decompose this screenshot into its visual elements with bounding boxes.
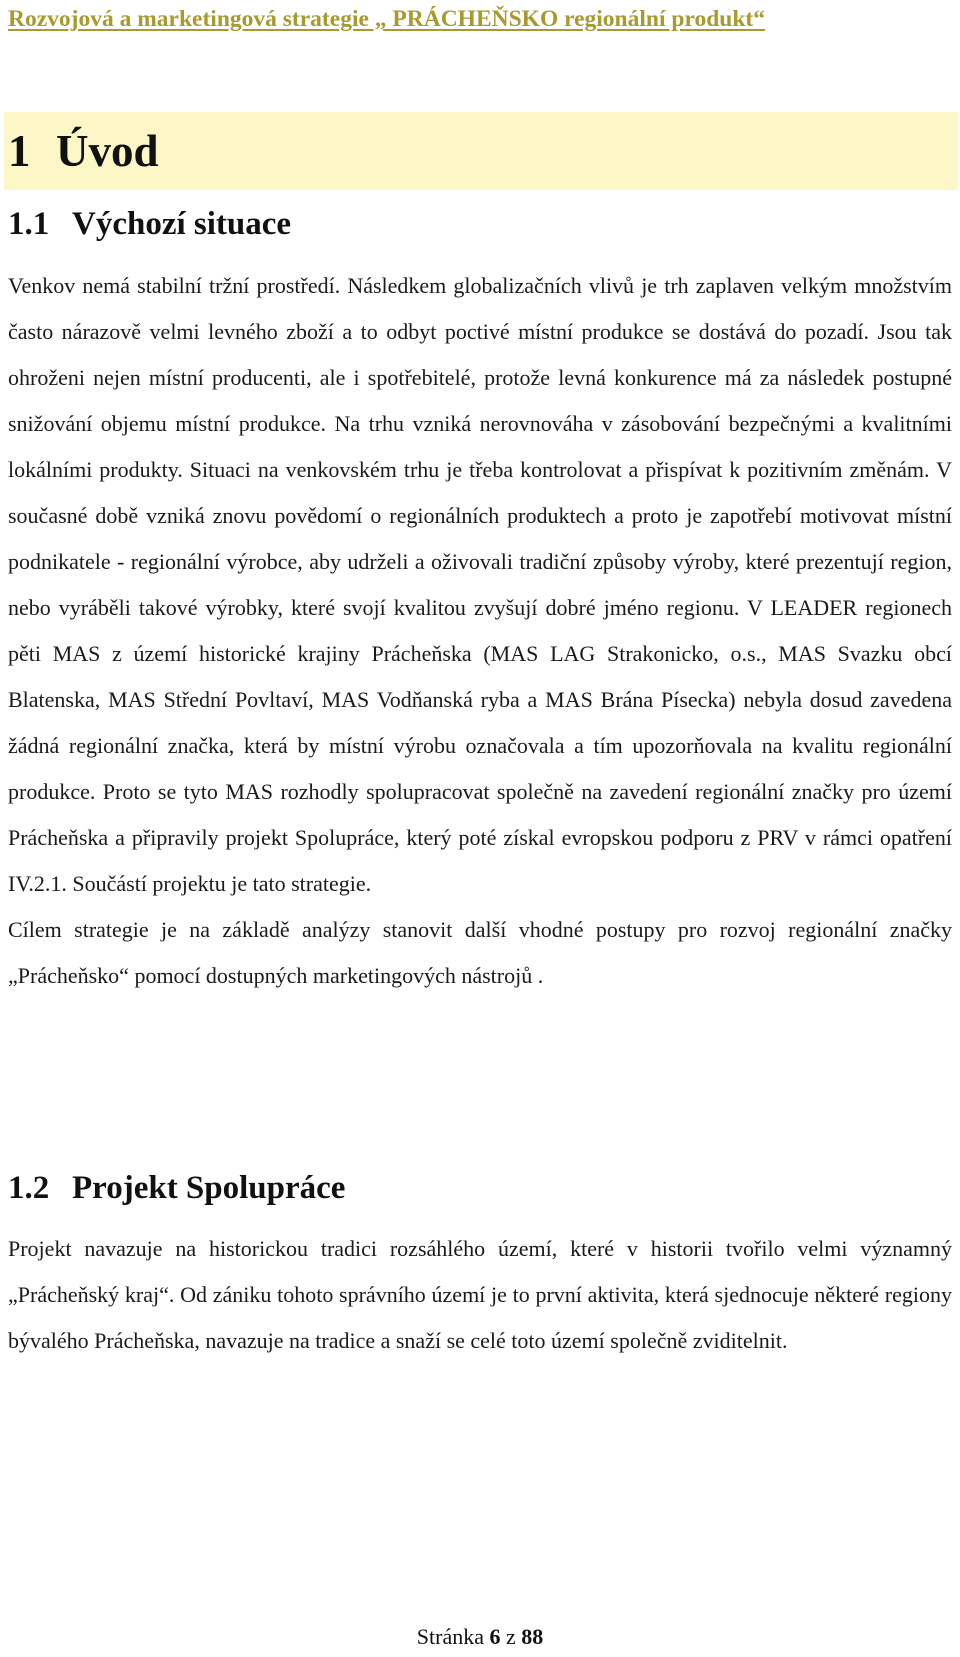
body-paragraph: Venkov nemá stabilní tržní prostředí. Následkem globalizačních vlivů je trh zaplaven velkým množstvím často nárazově velmi levného zboží a to odbyt poctivé místní produkce se dostává do pozadí. Jsou tak ohroženi nejen místní producenti, ale i spotřebitelé, protože levná konkurence má za následek postupné snižování objemu místní produkce. Na trhu vzniká nerovnováha v zásobování bezpečnými a kvalitními lokálními produkty. Situaci na venkovském trhu je třeba kontrolovat a přispívat k pozitivním změnám. V současné době vzniká znovu povědomí o regionálních produktech a proto je zapotřebí motivovat místní podnikatele - regionální výrobce, aby udrželi a oživovali tradiční způsoby výroby, které prezentují region, nebo vyráběli takové výrobky, které svojí kvalitou zvyšují dobré jméno regionu. V LEADER regionech pěti MAS z území historické krajiny Prácheňska (MAS LAG Strakonicko, o.s., MAS Svazku obcí Blatenska, MAS Střední Povltaví, MAS Vodňanská ryba a MAS Brána Písecka) nebyla dosud zavedena žádná regionální značka, která by místní výrobu označovala a tím upozorňovala na kvalitu regionální produkce. Proto se tyto MAS rozhodly spolupracovat společně na zavedení regionální značky pro území Prácheňska a připravily projekt Spolupráce, který poté získal evropskou podporu z PRV v rámci opatření IV.2.1. Součástí projektu je tato strategie. — [8, 273, 952, 896]
body-paragraph: Projekt navazuje na historickou tradici rozsáhlého území, které v historii tvořilo velmi významný „Prácheňský kraj“. Od zániku tohoto správního území je to první aktivita, která sjednocuje některé regiony bývalého Prácheňska, navazuje na tradice a snaží se celé toto území společně zviditelnit. — [8, 1236, 952, 1353]
section-number: 1.2 — [8, 1170, 50, 1206]
section-heading-1-2 — [8, 1168, 345, 1208]
section-body-1-2 — [8, 1226, 952, 1364]
page-number: 6 — [489, 1624, 501, 1649]
running-header: Rozvojová a marketingová strategie „ PRÁCHEŇSKO regionální produkt“ — [8, 6, 765, 32]
page-total: 88 — [521, 1624, 544, 1649]
section-body-1-1 — [8, 263, 952, 999]
page-of-label: z — [505, 1624, 516, 1649]
page-label: Stránka — [416, 1624, 484, 1649]
page-footer — [0, 1622, 960, 1652]
section-heading-1-1 — [8, 204, 291, 244]
chapter-heading — [8, 112, 159, 190]
chapter-title: Úvod — [56, 126, 159, 176]
section-title: Výchozí situace — [72, 206, 292, 242]
chapter-number: 1 — [8, 126, 31, 176]
section-number: 1.1 — [8, 206, 50, 242]
section-title: Projekt Spolupráce — [72, 1170, 346, 1206]
body-paragraph: Cílem strategie je na základě analýzy stanovit další vhodné postupy pro rozvoj regionální značky „Prácheňsko“ pomocí dostupných marketingových nástrojů . — [8, 917, 952, 988]
